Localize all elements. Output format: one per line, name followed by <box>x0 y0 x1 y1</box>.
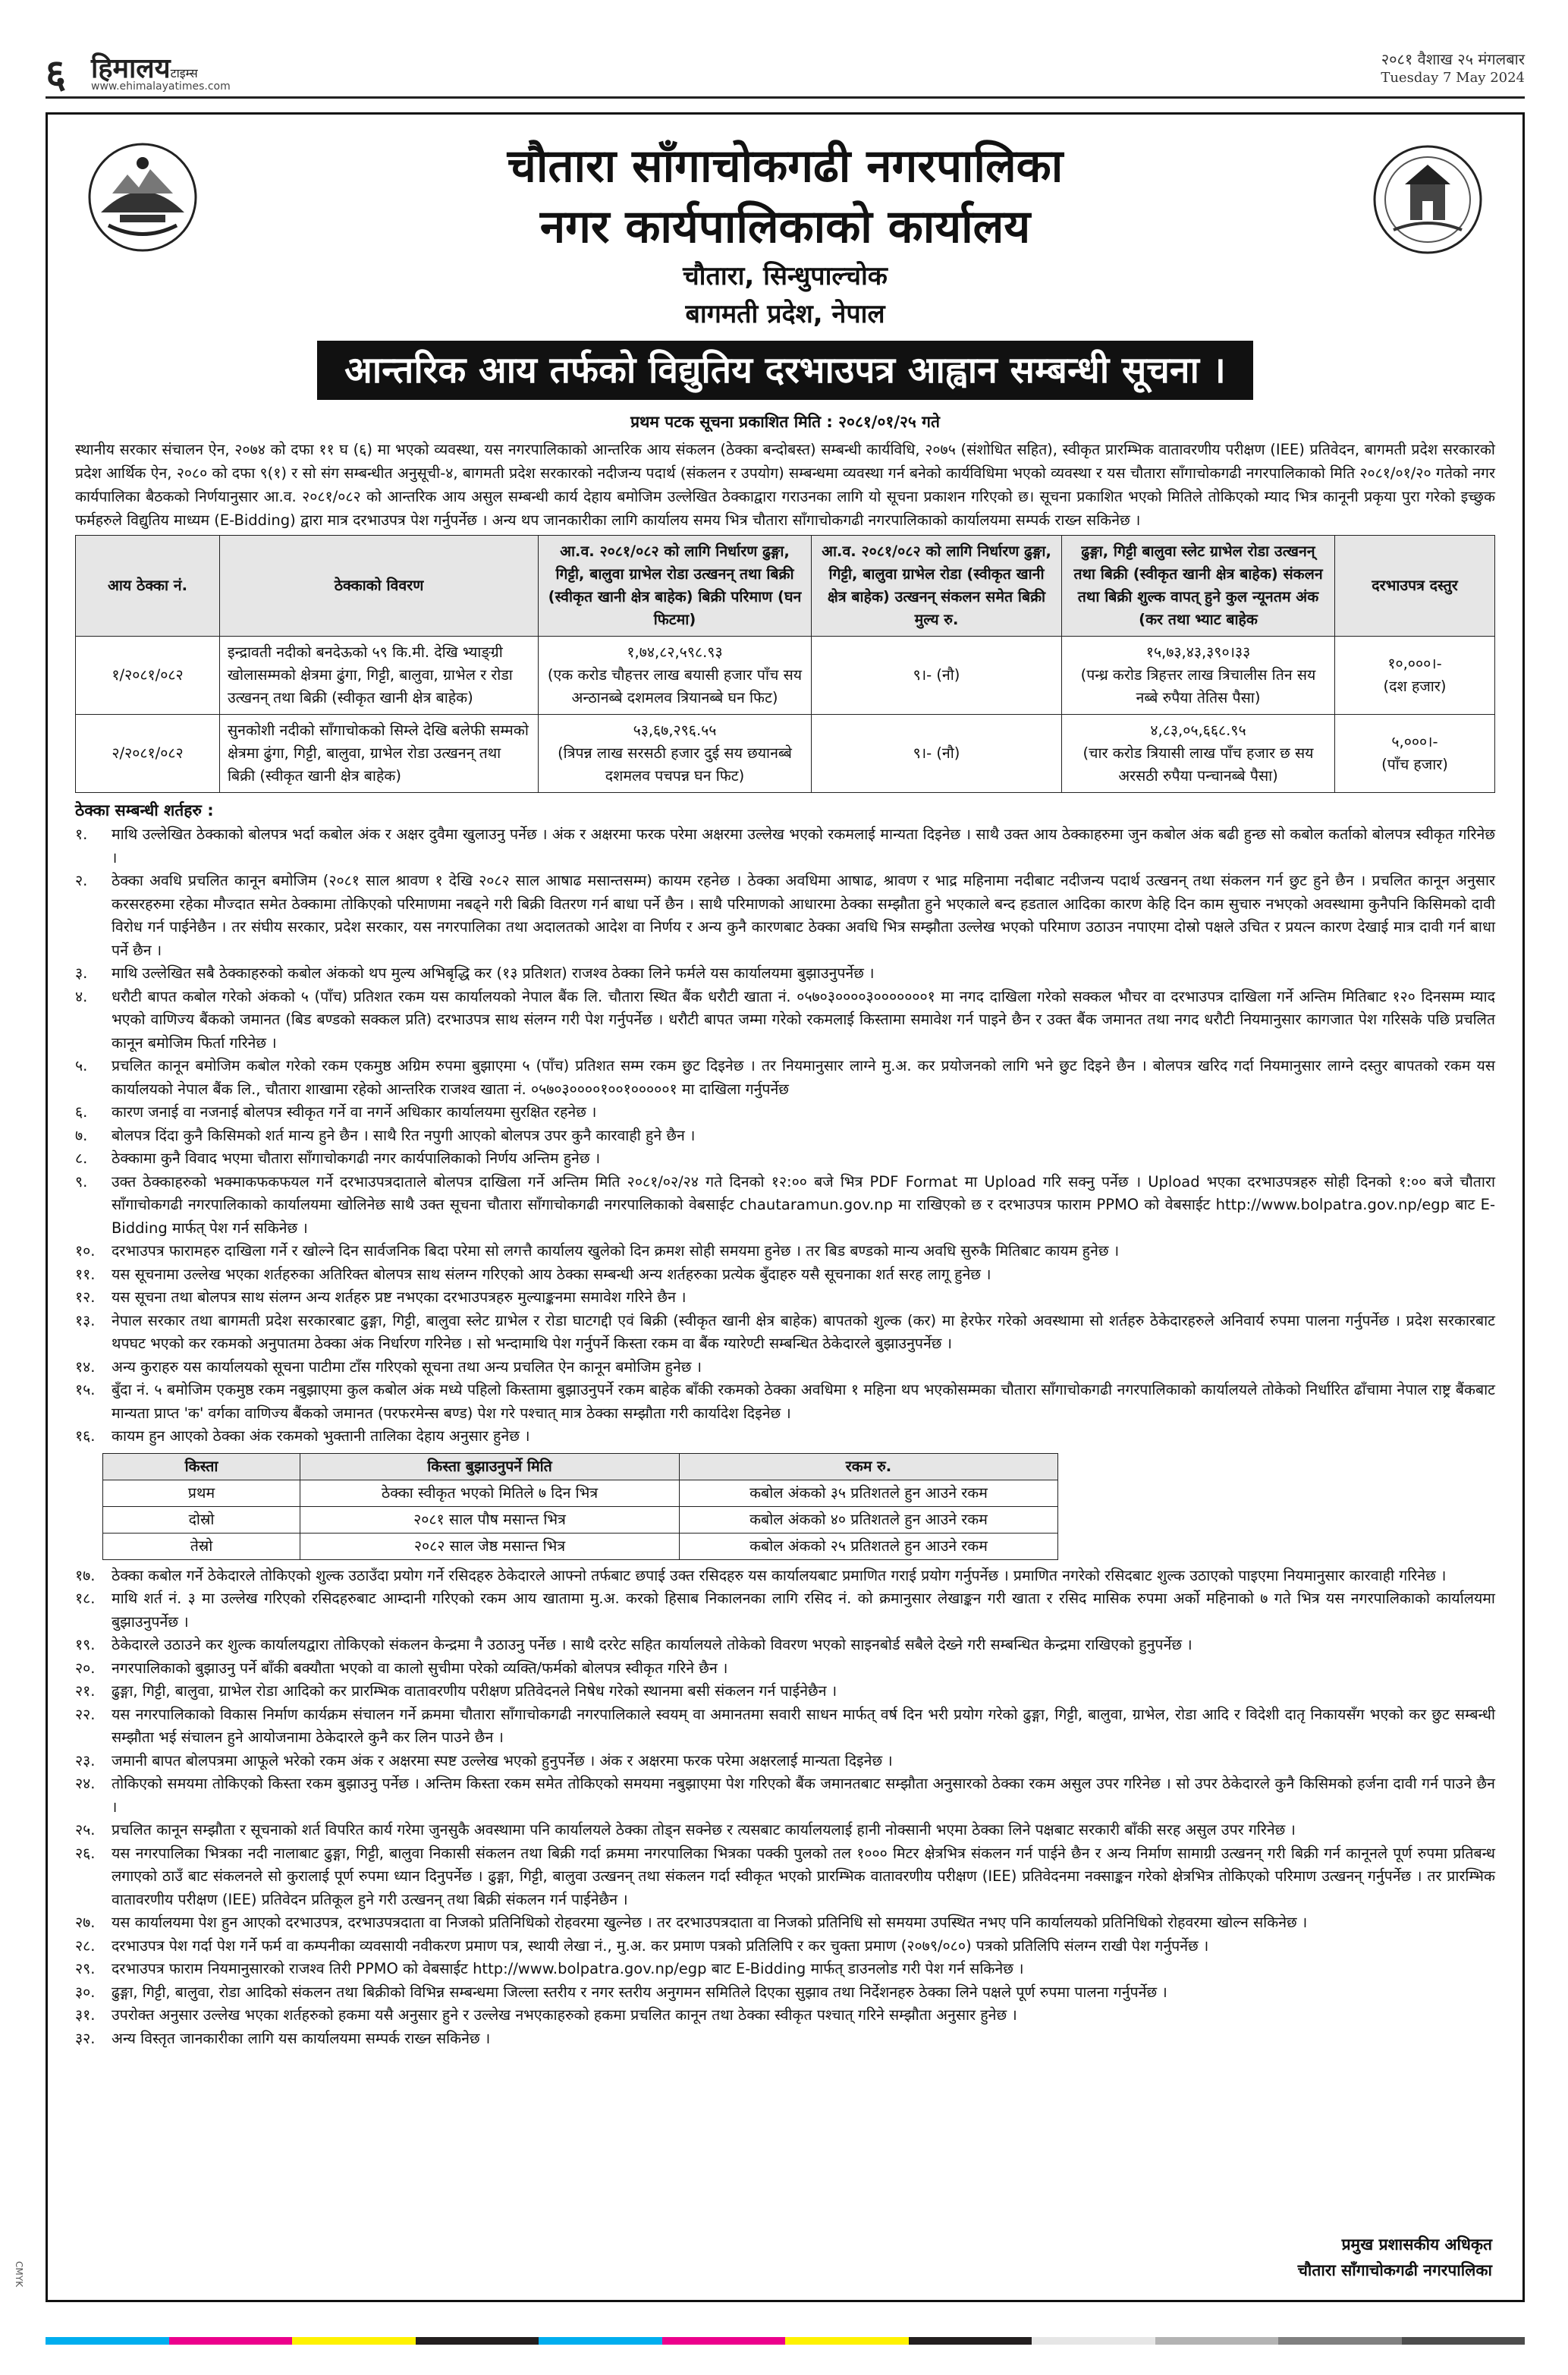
print-mark: CMYK <box>14 2261 24 2287</box>
address-line-2: बागमती प्रदेश, नेपाल <box>685 299 885 329</box>
term-number: १८. <box>75 1590 96 1607</box>
term-text: अन्य विस्तृत जानकारीका लागि यस कार्यालयमा सम्पर्क राख्न सकिनेछ । <box>112 2029 491 2047</box>
term-number: २८. <box>75 1936 96 1955</box>
installment-name: दोस्रो <box>103 1506 300 1533</box>
table-row <box>103 1480 1058 1506</box>
term-text: प्रचलित कानून सम्झौता र सूचनाको शर्त विपरित कार्य गरेमा जुनसुकै अवस्थामा पनि कार्यालयले ठेक्का तोड्न सक्नेछ र त्यसबाट कार्यालयलाई हानी नोक्सानी भएमा ठेक्का लिने पक्षबाट सरकारी बाँकी सरह असुल उपर गरिनेछ । <box>112 1821 1296 1839</box>
table-row <box>76 637 1495 715</box>
contract-no: २/२०८१/०८२ <box>76 715 220 793</box>
color-swatch <box>662 2337 786 2345</box>
term-text: प्रचलित कानून बमोजिम कबोल गरेको रकम एकमुष्ठ अग्रिम रुपमा बुझाएमा ५ (पाँच) प्रतिशत सम्म रकम छुट दिइनेछ । तर नियमानुसार लाग्ने मु.अ. कर प्रयोजनको लागि भने छुट दिइने छैन । बोलपत्र खरिद गर्दा नियमानुसार लाग्ने दस्तुर बापतको रकम यस कार्यालयको नेपाल बैंक लि., चौतारा शाखामा रहेको आन्तरिक राजश्व खाता नं. ०५७०३००००१००१०००००१ मा दाखिला गर्नुपर्नेछ <box>112 1057 1495 1098</box>
color-swatch <box>785 2337 909 2345</box>
term-item <box>75 1240 1495 1263</box>
col-header-contract-no: आय ठेक्का नं. <box>76 536 220 637</box>
term-text: बोलपत्र दिंदा कुनै किसिमको शर्त मान्य हुने छैन । साथै रित नपुगी आएको बोलपत्र उपर कुनै कारवाही हुने छैन । <box>112 1126 696 1144</box>
term-text: कायम हुन आएको ठेक्का अंक रकमको भुक्तानी तालिका देहाय अनुसार हुनेछ । <box>112 1427 530 1445</box>
term-item <box>75 1587 1495 1634</box>
term-text: उक्त ठेक्काहरुको भक्माकफकफयल गर्ने दरभाउपत्रदाताले बोलपत्र दाखिला गर्ने अन्तिम मिति २०८१/०२/२४ गते दिनको १२:०० बजे भित्र PDF Format मा Upload गरि सक्नु पर्नेछ । Upload भएका दरभाउपत्रहरु सोही दिनको १:०० बजे चौतारा साँगाचोकगढी नगरपालिकाको कार्यालयमा खोलिनेछ साथै उक्त सूचना चौतारा साँगाचोकगढी नगरपालिकाको वेबसाईट chautaramun.gov.np मा राखिएको छ र दरभाउपत्र फाराम PPMO को वेबसाईट http://www.bolpatra.gov.np/egp बाट E-Bidding मार्फत् पेश गर्न सकिनेछ । <box>112 1172 1495 1237</box>
term-text: यस नगरपालिकाको विकास निर्माण कार्यक्रम संचालन गर्ने क्रममा चौतारा साँगाचोकगढी नगरपालिकाले स्वयम् वा अमानतमा सवारी साधन मार्फत् वर्ष दिन भरी प्रयोग गरेको ढुङ्गा, गिट्टी, बालुवा, ग्राभेल, रोडा आदि र विदेशी दातृ निकायसँग भएको कर छुट सम्बन्धी सम्झौता भई संचालन हुने आयोजनामा ठेकेदारले कुनै कर लिन पाउने छैन । <box>112 1705 1495 1746</box>
contract-amount <box>1062 637 1335 715</box>
nepal-coat-of-arms-icon <box>86 140 200 254</box>
term-number: ३०. <box>75 1983 96 2001</box>
term-item <box>75 1981 1495 2005</box>
organization-name: चौतारा साँगाचोकगढी नगरपालिका <box>507 140 1064 193</box>
color-swatch <box>292 2337 416 2345</box>
term-item <box>75 1819 1495 1842</box>
fee-value: ५,०००।- <box>1391 733 1438 750</box>
term-item <box>75 823 1495 870</box>
intro-paragraph: स्थानीय सरकार संचालन ऐन, २०७४ को दफा ११ घ (६) मा भएको व्यवस्था, यस नगरपालिकाको आन्तरिक आय संकलन (ठेक्का बन्दोबस्त) सम्बन्धी कार्यविधि, २०७५ (संशोधित सहित), स्वीकृत प्रारम्भिक वातावरणीय परीक्षण (IEE) प्रतिवेदन, बागमती प्रदेश सरकारको प्रदेश आर्थिक ऐन, २०८० को दफा ९(१) र सो संग सम्बन्धीत अनुसूची-४, बागमती प्रदेश सरकारको नदीजन्य पदार्थ (संकलन र उपयोग) सम्बन्धमा व्यवस्था गर्न बनेको कार्यविधिमा भएको व्यवस्था र यस चौतारा साँगाचोकगढी नगरपालिकाको मिति २०८१/०१/२० गतेको नगर कार्यपालिका बैठकको निर्णयानुसार आ.व. २०८१/०८२ को आन्तरिक आय असुल सम्बन्धी कार्य देहाय बमोजिम उल्लेखित ठेक्काद्वारा गराउनका लागि यो सूचना प्रकाशन गरिएको छ। सूचना प्रकाशित भएको मितिले तोकिएको म्याद भित्र कानूनी प्रकृया पुरा गरेको इच्छुक फर्महरुले विद्युतिय माध्यम (E-Bidding) द्वारा मात्र दरभाउपत्र पेश गर्नुपर्नेछ । अन्य थप जानकारीका लागि कार्यालय समय भित्र चौतारा साँगाचोकगढी नगरपालिकाको कार्यालयमा सम्पर्क राख्न सकिनेछ । <box>75 441 1495 529</box>
contract-rate: ९।- (नौ) <box>812 715 1062 793</box>
term-number: ९. <box>75 1172 88 1191</box>
contract-quantity <box>539 637 812 715</box>
col-header-installment: किस्ता <box>103 1453 300 1480</box>
col-header-min-amount: ढुङ्गा, गिट्टी बालुवा स्लेट ग्राभेल रोडा उत्खनन् तथा बिक्री (स्वीकृत खानी क्षेत्र बाहेक) संकलन तथा बिक्री शुल्क वापत् हुने कुल न्यूनतम अंक (कर तथा भ्याट बाहेक <box>1062 536 1335 637</box>
terms-list <box>75 823 1495 1449</box>
color-swatch <box>169 2337 293 2345</box>
term-item <box>75 1750 1495 1773</box>
terms-list-continued <box>75 1565 1495 2051</box>
term-item <box>75 1055 1495 1101</box>
paper-name-main: हिमालय <box>91 52 171 84</box>
paper-name-suffix: टाइम्स <box>170 66 198 80</box>
quantity-words: (एक करोड चौहत्तर लाख बयासी हजार पाँच सय अन्ठानब्बे दशमलव त्रियानब्बे घन फिट) <box>547 666 803 706</box>
date-nepali: २०८१ वैशाख २५ मंगलबार <box>1381 50 1525 68</box>
installment-name: तेस्रो <box>103 1533 300 1559</box>
installment-table <box>102 1453 1058 1560</box>
term-item <box>75 1634 1495 1657</box>
term-text: यस कार्यालयमा पेश हुन आएको दरभाउपत्र, दरभाउपत्रदाता वा निजको प्रतिनिधिको रोहवरमा खुल्नेछ । तर दरभाउपत्रदाता वा निजको प्रतिनिधि सो समयमा उपस्थित नभए पनि कार्यालयको प्रतिनिधिको रोहवरमा खोल्न सकिनेछ । <box>112 1914 1308 1931</box>
term-number: १. <box>75 826 88 843</box>
installment-date: २०८१ साल पौष मसान्त भित्र <box>300 1506 680 1533</box>
term-item <box>75 1310 1495 1356</box>
term-item <box>75 1565 1495 1588</box>
contract-rate: ९।- (नौ) <box>812 637 1062 715</box>
term-text: यस सूचनामा उल्लेख भएका शर्तहरुका अतिरिक्त बोलपत्र साथ संलग्न गरिएको आय ठेक्का सम्बन्धी अन्य शर्तहरुका प्रत्येक बुँदाहरु यसै सूचनाका शर्त सरह लागू हुनेछ । <box>112 1265 991 1283</box>
term-number: ८. <box>75 1150 88 1167</box>
term-item <box>75 1263 1495 1287</box>
term-text: ठेक्का कबोल गर्ने ठेकेदारले तोकिएको शुल्क उठाउँदा प्रयोग गर्ने रसिदहरु ठेकेदारले आफ्नो तर्फबाट छपाई उक्त रसिदहरु यस कार्यालयबाट प्रमाणित गराई प्रयोग गर्नुपर्नेछ । प्रमाणित नगरेको रसिदबाट शुल्क उठाएको पाइएमा नियमानुसार कारवाही गरिनेछ । <box>112 1566 1447 1584</box>
term-text: दरभाउपत्र फाराम नियमानुसारको राजश्व तिरी PPMO को वेबसाईट http://www.bolpatra.gov.np/egp बाट E-Bidding मार्फत् डाउनलोड गरी पेश गर्न सकिनेछ । <box>112 1960 1024 1977</box>
fee-value: १०,०००।- <box>1387 655 1442 672</box>
term-item <box>75 1101 1495 1125</box>
installment-header-row <box>103 1453 1058 1480</box>
contract-table <box>75 535 1495 793</box>
term-text: ढुङ्गा, गिट्टी, बालुवा, ग्राभेल रोडा आदिको कर प्रारम्भिक वातावरणीय परीक्षण प्रतिवेदनले निषेध गरेको स्थानमा बसी संकलन गर्न पाईनेछैन । <box>112 1682 837 1700</box>
table-row <box>76 715 1495 793</box>
term-item <box>75 1286 1495 1310</box>
term-text: जमानी बापत बोलपत्रमा आफूले भरेको रकम अंक र अक्षरमा स्पष्ट उल्लेख भएको हुनुपर्नेछ । अंक र अक्षरमा फरक परेमा अक्षरलाई मान्यता दिइनेछ । <box>112 1751 893 1769</box>
term-item <box>75 1425 1495 1449</box>
term-text: ढुङ्गा, गिट्टी, बालुवा, रोडा आदिको संकलन तथा बिक्रीको विभिन्न सम्बन्धमा जिल्ला स्तरीय र नगर स्तरीय अनुगमन समितिले दिएका सुझाव तथा निर्देशनहरु ठेक्का लिने पक्षले पूर्ण रुपमा पालना गर्नुपर्नेछ । <box>112 1983 1167 2001</box>
term-number: १३. <box>75 1311 96 1329</box>
quantity-value: १,७४,८२,५९८.९३ <box>627 643 723 661</box>
term-item <box>75 1935 1495 1958</box>
term-item <box>75 1379 1495 1425</box>
contract-description: इन्द्रावती नदीको बनदेऊको ५९ कि.मी. देखि भ्याङ्ग्री खोलासम्मको क्षेत्रमा ढुंगा, गिट्टी, बालुवा, ग्राभेल र रोडा उत्खनन् तथा बिक्री (स्वीकृत खानी क्षेत्र बाहेक) <box>220 637 539 715</box>
notice-title: आन्तरिक आय तर्फको विद्युतिय दरभाउपत्र आह्वान सम्बन्धी सूचना । <box>317 341 1253 400</box>
date-english: Tuesday 7 May 2024 <box>1381 70 1525 86</box>
term-number: २९. <box>75 1960 96 1977</box>
contract-no: १/२०८१/०८२ <box>76 637 220 715</box>
term-number: ५. <box>75 1057 88 1074</box>
term-item <box>75 1773 1495 1819</box>
signatory-office: चौतारा साँगाचोकगढी नगरपालिका <box>1297 2261 1492 2279</box>
term-number: १२. <box>75 1288 96 1306</box>
color-swatch <box>1032 2337 1155 2345</box>
notice-frame <box>46 112 1525 2302</box>
term-number: १९. <box>75 1636 96 1653</box>
term-text: ठेकेदारले उठाउने कर शुल्क कार्यालयद्वारा तोकिएको संकलन केन्द्रमा नै उठाउनु पर्नेछ । साथै दररेट सहित कार्यालयले तोकेको विवरण भएको साइनबोर्ड सबैले देख्ने गरी सम्बन्धित केन्द्रमा राखिएको हुनुपर्नेछ । <box>112 1636 1192 1653</box>
installment-date: ठेक्का स्वीकृत भएको मितिले ७ दिन भित्र <box>300 1480 680 1506</box>
term-item <box>75 1171 1495 1241</box>
contract-amount <box>1062 715 1335 793</box>
term-number: १४. <box>75 1357 96 1376</box>
installment-amount: कबोल अंकको ४० प्रतिशतले हुन आउने रकम <box>680 1506 1058 1533</box>
term-text: बुँदा नं. ५ बमोजिम एकमुष्ठ रकम नबुझाएमा कुल कबोल अंक मध्ये पहिलो किस्तामा बुझाउनुपर्ने रकम बाहेक बाँकी रकमको ठेक्का अवधिमा १ महिना थप भएकोसम्मका चौतारा साँगाचोकगढी नगरपालिकाको कार्यालयले तोकेको निर्धारित ढाँचामा नेपाल राष्ट्र बैंकबाट मान्यता प्राप्त 'क' वर्गका वाणिज्य बैंकको जमानत (परफरमेन्स बण्ड) पेश गरे पश्चात् मात्र ठेक्का सम्झौता गरी कार्यादेश दिइनेछ । <box>112 1381 1495 1422</box>
col-header-rate: आ.व. २०८१/०८२ को लागि निर्धारण ढुङ्गा, गिट्टी, बालुवा ग्राभेल रोडा (स्वीकृत खानी क्षेत्र बाहेक) उत्खनन् संकलन समेत बिक्री मुल्य रु. <box>812 536 1062 637</box>
signatory-designation: प्रमुख प्रशासकीय अधिकृत <box>1341 2235 1492 2254</box>
color-swatch <box>539 2337 662 2345</box>
term-number: २. <box>75 872 88 889</box>
term-number: २३. <box>75 1751 96 1769</box>
color-swatch <box>416 2337 539 2345</box>
quantity-value: ५३,६७,२९६.५५ <box>633 722 717 739</box>
installment-name: प्रथम <box>103 1480 300 1506</box>
term-item <box>75 1703 1495 1750</box>
installment-date: २०८२ साल जेष्ठ मसान्त भित्र <box>300 1533 680 1559</box>
term-item <box>75 1680 1495 1703</box>
color-swatch <box>1155 2337 1279 2345</box>
publish-date: प्रथम पटक सूचना प्रकाशित मिति : २०८१/०१/२५ गते <box>630 413 940 431</box>
term-item <box>75 1911 1495 1935</box>
col-header-installment-amount: रकम रु. <box>680 1453 1058 1480</box>
installment-amount: कबोल अंकको ३५ प्रतिशतले हुन आउने रकम <box>680 1480 1058 1506</box>
term-text: यस सूचना तथा बोलपत्र साथ संलग्न अन्य शर्तहरु प्रष्ट नभएका दरभाउपत्रहरु मुल्याङ्कनमा समावेश गरिने छैन । <box>112 1288 687 1306</box>
amount-value: ४,८३,०५,६६८.९५ <box>1150 722 1246 739</box>
color-swatch <box>1278 2337 1402 2345</box>
installment-amount: कबोल अंकको २५ प्रतिशतले हुन आउने रकम <box>680 1533 1058 1559</box>
col-header-description: ठेक्काको विवरण <box>220 536 539 637</box>
term-text: माथि उल्लेखित सबै ठेक्काहरुको कबोल अंकको थप मुल्य अभिबृद्धि कर (१३ प्रतिशत) राजश्व ठेक्का लिने फर्मले यस कार्यालयमा बुझाउनुपर्नेछ । <box>112 964 875 982</box>
term-text: यस नगरपालिका भित्रका नदी नालाबाट ढुङ्गा, गिट्टी, बालुवा निकासी संकलन तथा बिक्री गर्दा क्रममा नगरपालिका भित्रका पक्की पुलको तल १००० मिटर क्षेत्रभित्र संकलन गर्न पाईने छैन र अन्य निर्माण सामाग्री उत्खनन् गरी बिक्री गर्न कानूनले पूर्ण रुपमा प्रतिबन्ध लगाएको ठाउँ बाट संकलनले सो कुरालाई पूर्ण रुपमा ध्यान दिनुपर्नेछ । ढुङ्गा, गिट्टी, बालुवा उत्खनन् तथा संकलन गर्दा स्वीकृत भएको प्रारम्भिक वातावरणीय परीक्षण (IEE) प्रतिवेदनमा नक्साङ्कन गरेको क्षेत्रभित्र तोकिएको परिमाण उत्खनन् गर्नुपर्नेछ । तर प्रारम्भिक वातावरणीय परीक्षण (IEE) प्रतिवेदन प्रतिकूल हुने गरी उत्खनन् तथा बिक्री संकलन गर्न पाईनेछैन । <box>112 1844 1495 1908</box>
fee-words: (पाँच हजार) <box>1381 756 1448 773</box>
table-row <box>103 1506 1058 1533</box>
amount-value: १५,७३,४३,३९०।३३ <box>1145 643 1251 661</box>
term-text: ठेक्कामा कुनै विवाद भएमा चौतारा साँगाचोकगढी नगर कार्यपालिकाको निर्णय अन्तिम हुनेछ । <box>112 1150 601 1167</box>
office-name: नगर कार्यपालिकाको कार्यालय <box>539 200 1031 253</box>
term-number: ४. <box>75 987 88 1005</box>
contract-description: सुनकोशी नदीको साँगाचोकको सिम्ले देखि बलेफी सम्मको क्षेत्रमा ढुंगा, गिट्टी, बालुवा, ग्राभेल रोडा उत्खनन् तथा बिक्री (स्वीकृत खानी क्षेत्र बाहेक) <box>220 715 539 793</box>
term-number: २५. <box>75 1821 96 1839</box>
term-item <box>75 1125 1495 1148</box>
term-number: २०. <box>75 1659 96 1677</box>
term-text: नगरपालिकाको बुझाउनु पर्ने बाँकी बक्यौता भएको वा कालो सुचीमा परेको व्यक्ति/फर्मको बोलपत्र स्वीकृत गरिने छैन । <box>112 1659 728 1677</box>
term-number: १५. <box>75 1381 96 1398</box>
term-text: दरभाउपत्र पेश गर्दा पेश गर्ने फर्म वा कम्पनीका व्यवसायी नवीकरण प्रमाण पत्र, स्थायी लेखा नं., मु.अ. कर प्रमाण पत्रको प्रतिलिपि र कर चुक्ता प्रमाण (२०७९/०८०) पत्रको प्रतिलिपि संलग्न राखी पेश गर्नुपर्नेछ । <box>112 1936 1209 1955</box>
term-item <box>75 2004 1495 2027</box>
term-text: माथि शर्त नं. ३ मा उल्लेख गरिएको रसिदहरुबाट आम्दानी गरिएको रकम आय खातामा मु.अ. करको हिसाब निकालनका लागि रसिद नं. को क्रमानुसार लेखाङ्कन गरी खाता र रसिद मासिक रुपमा अर्को महिनाको ७ गते भित्र यस नगरपालिकाको कार्यालयमा बुझाउनुपर्नेछ । <box>112 1590 1495 1631</box>
term-item <box>75 1958 1495 1981</box>
term-text: अन्य कुराहरु यस कार्यालयको सूचना पाटीमा टाँस गरिएको सूचना तथा अन्य प्रचलित ऐन कानून बमोजिम हुनेछ । <box>112 1357 702 1376</box>
color-swatch <box>1402 2337 1526 2345</box>
term-number: ६. <box>75 1103 88 1121</box>
term-number: ७. <box>75 1126 88 1144</box>
term-number: २१. <box>75 1682 96 1700</box>
address-line-1: चौतारा, सिन्धुपाल्चोक <box>683 261 888 291</box>
term-text: माथि उल्लेखित ठेक्काको बोलपत्र भर्दा कबोल अंक र अक्षर दुवैमा खुलाउनु पर्नेछ । अंक र अक्षरमा फरक परेमा अक्षरमा उल्लेख भएको रकमलाई मान्यता दिइनेछ । साथै उक्त आय ठेक्काहरुमा जुन कबोल अंक बढी हुन्छ सो कबोल कर्ताको बोलपत्र स्वीकृत गरिनेछ । <box>112 826 1495 867</box>
term-number: ३. <box>75 964 88 982</box>
color-swatch <box>909 2337 1032 2345</box>
amount-words: (पन्ध्र करोड त्रिहत्तर लाख त्रिचालीस तिन सय नब्बे रुपैया तेतिस पैसा) <box>1080 666 1316 706</box>
cmyk-color-bar <box>46 2337 1525 2345</box>
municipality-logo-icon <box>1371 140 1485 262</box>
term-number: ३२. <box>75 2029 96 2047</box>
term-text: कारण जनाई वा नजनाई बोलपत्र स्वीकृत गर्ने वा नगर्ने अधिकार कार्यालयमा सुरक्षित रहनेछ । <box>112 1103 597 1121</box>
col-header-installment-date: किस्ता बुझाउनुपर्ने मिति <box>300 1453 680 1480</box>
term-number: १६. <box>75 1427 96 1445</box>
signature-block <box>1298 2232 1492 2283</box>
notice-header <box>75 136 1495 438</box>
term-item <box>75 2027 1495 2051</box>
amount-words: (चार करोड त्रियासी लाख पाँच हजार छ सय अरसठी रुपैया पन्चानब्बे पैसा) <box>1083 744 1314 785</box>
terms-title: ठेक्का सम्बन्धी शर्तहरु : <box>75 801 214 819</box>
term-text: नेपाल सरकार तथा बागमती प्रदेश सरकारबाट ढुङ्गा, गिट्टी, बालुवा स्लेट ग्राभेल र रोडा घाटगद्दी एवं बिक्री (स्वीकृत खानी क्षेत्र बाहेक) बापतको शुल्क (कर) मा हेरफेर गरेको अवस्थामा सो शर्तहरु ठेकेदारहरुले अनिवार्य रुपमा पालना गर्नुपर्नेछ । प्रदेश सरकारबाट थपघट भएको कर रकमको अनुपातमा ठेक्का अंक निर्धारण गरिनेछ । सो भन्दामाथि पेश गर्नुपर्ने किस्ता रकम वा बैंक ग्यारेण्टी सम्बन्धित ठेकेदारले बुझाउनुपर्नेछ । <box>112 1311 1495 1352</box>
term-number: १७. <box>75 1566 96 1584</box>
term-item <box>75 962 1495 986</box>
term-item <box>75 1356 1495 1379</box>
quantity-words: (त्रिपन्न लाख सरसठी हजार दुई सय छयानब्बे दशमलव पचपन्न घन फिट) <box>558 744 792 785</box>
term-text: ठेक्का अवधि प्रचलित कानून बमोजिम (२०८१ साल श्रावण १ देखि २०८२ साल आषाढ मसान्तसम्म) कायम रहनेछ । ठेक्का अवधिमा आषाढ, श्रावण र भाद्र महिनामा नदीबाट नदीजन्य पदार्थ उत्खनन् तथा संकलन गर्न छुट हुने छैन । प्रचलित कानून अनुसार करसरहरुमा रहेका मौज्दात समेत ठेक्कामा तोकिएको परिमाणमा नबढ्ने गरी बिक्री वितरण गर्न बाधा पर्ने छैन । साथै परिमाणको आधारमा ठेक्का सम्झौता हुने भएकाले बन्द हडताल आदिका कारण केहि दिन काम सुचारु नभएको अवस्थामा कुनैपनि किसिमको दावी विरोध गर्न पाईनेछैन । तर संघीय सरकार, प्रदेश सरकार, यस नगरपालिका तथा अदालतको आदेश वा निर्णय र अन्य कुनै कारणबाट ठेक्का अवधि भित्र सम्झौता उल्लेख भएको परिमाण उठाउन नपाएमा दोस्रो पक्षले उचित र प्रयत्न कारण देखाई मात्र दावी गर्न बाधा पर्ने छैन । <box>112 872 1495 959</box>
term-item <box>75 1657 1495 1681</box>
term-number: १०. <box>75 1242 96 1260</box>
term-item <box>75 870 1495 962</box>
term-number: २२. <box>75 1705 96 1723</box>
term-number: ३१. <box>75 2006 96 2024</box>
color-swatch <box>46 2337 169 2345</box>
term-text: तोकिएको समयमा तोकिएको किस्ता रकम बुझाउनु पर्नेछ । अन्तिम किस्ता रकम समेत तोकिएको समयमा नबुझाएमा पेश गरिएको बैंक जमानतबाट सम्झौता अनुसारको ठेक्का रकम असुल उपर गरिनेछ । सो उपर ठेकेदारले कुनै किसिमको हर्जना दावी गर्न पाउने छैन । <box>112 1775 1495 1816</box>
term-number: ११. <box>75 1265 96 1283</box>
table-row <box>103 1533 1058 1559</box>
fee-words: (दश हजार) <box>1383 678 1447 695</box>
newspaper-masthead <box>46 46 1525 99</box>
term-item <box>75 1842 1495 1912</box>
term-number: २६. <box>75 1844 96 1862</box>
contract-fee <box>1335 715 1495 793</box>
term-text: उपरोक्त अनुसार उल्लेख भएका शर्तहरुको हकमा यसै अनुसार हुने र उल्लेख नभएकाहरुको हकमा प्रचलित कानून तथा ठेक्का स्वीकृत पश्चात् गरिने सम्झौता अनुसार हुनेछ । <box>112 2006 1017 2024</box>
page-number: ६ <box>46 51 67 97</box>
term-number: २४. <box>75 1775 96 1792</box>
term-text: धरौटी बापत कबोल गरेको अंकको ५ (पाँच) प्रतिशत रकम यस कार्यालयको नेपाल बैंक लि. चौतारा स्थित बैंक धरौटी खाता नं. ०५७०३००००३०००००००१ मा नगद दाखिला गरेको सक्कल भौचर वा दरभाउपत्र दाखिला गर्ने अन्तिम मितिबाट १२० दिनसम्म म्याद भएको वाणिज्य बैंकको जमानत (बिड बण्डको सक्कल प्रति) दरभाउपत्र साथ संलग्न गरी पेश गर्नुपर्नेछ । धरौटी बापत जम्मा गरेको रकमलाई किस्तामा समावेश गर्न पाइने छैन र उक्त बैंक जमानत तथा नगद धरौटी नियमानुसार कागजात पेश गरिसके पछि प्रचलित कानून बमोजिम फिर्ता गरिनेछ । <box>112 987 1495 1052</box>
contract-table-header-row <box>76 536 1495 637</box>
term-text: दरभाउपत्र फारामहरु दाखिला गर्ने र खोल्ने दिन सार्वजनिक बिदा परेमा सो लगत्तै कार्यालय खुलेको दिन क्रमश सोही समयमा हुनेछ । तर बिड बण्डको मान्य अवधि सुरुकै मितिबाट कायम हुनेछ । <box>112 1242 1120 1260</box>
term-number: २७. <box>75 1914 96 1931</box>
col-header-quantity: आ.व. २०८१/०८२ को लागि निर्धारण ढुङ्गा, गिट्टी, बालुवा ग्राभेल रोडा उत्खनन् तथा बिक्री (स्वीकृत खानी क्षेत्र बाहेक) बिक्री परिमाण (घन फिटमा) <box>539 536 812 637</box>
term-item <box>75 986 1495 1055</box>
contract-quantity <box>539 715 812 793</box>
paper-website: www.ehimalayatimes.com <box>91 80 231 93</box>
col-header-fee: दरभाउपत्र दस्तुर <box>1335 536 1495 637</box>
term-item <box>75 1147 1495 1171</box>
contract-fee <box>1335 637 1495 715</box>
